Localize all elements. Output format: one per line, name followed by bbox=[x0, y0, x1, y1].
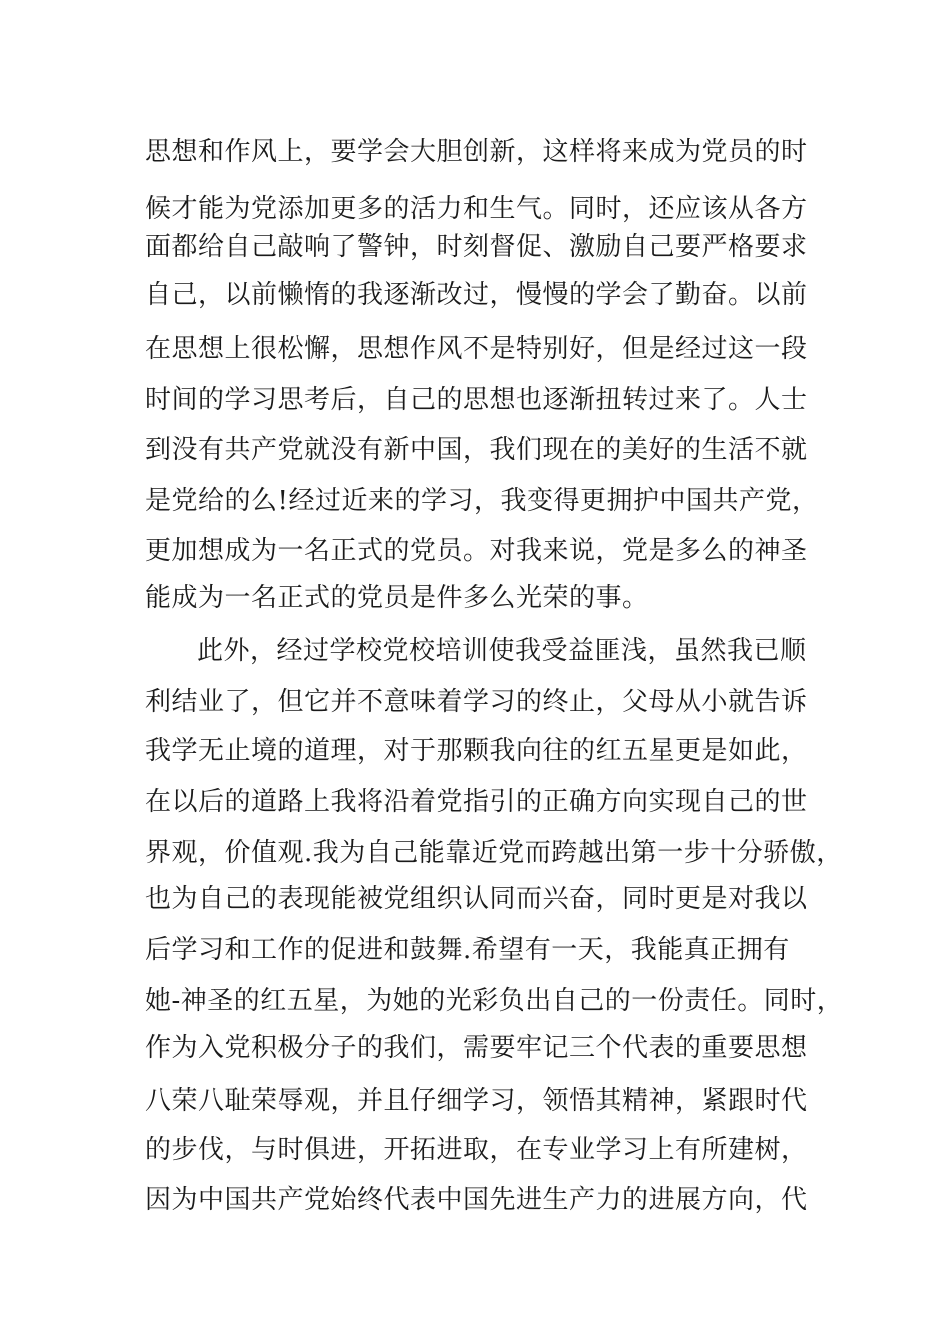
text-line-16: 也为自己的表现能被党组织认同而兴奋，同时更是对我以 bbox=[145, 884, 808, 914]
text-line-9: 更加想成为一名正式的党员。对我来说，党是多么的神圣 bbox=[145, 536, 808, 566]
text-line-18: 她-神圣的红五星，为她的光彩负出自己的一份责任。同时， bbox=[145, 986, 844, 1016]
text-line-11: 此外，经过学校党校培训使我受益匪浅，虽然我已顺 bbox=[197, 636, 807, 666]
text-line-3: 面都给自己敲响了警钟，时刻督促、激励自己要严格要求 bbox=[145, 232, 808, 262]
text-line-21: 的步伐，与时俱进，开拓进取，在专业学习上有所建树， bbox=[145, 1135, 808, 1165]
text-line-13: 我学无止境的道理，对于那颗我向往的红五星更是如此， bbox=[145, 736, 808, 766]
text-line-20: 八荣八耻荣辱观，并且仔细学习，领悟其精神，紧跟时代 bbox=[145, 1086, 808, 1116]
text-line-17: 后学习和工作的促进和鼓舞.希望有一天，我能真正拥有 bbox=[145, 935, 790, 965]
text-line-15: 界观，价值观.我为自己能靠近党而跨越出第一步十分骄傲， bbox=[145, 838, 843, 868]
text-line-5: 在思想上很松懈，思想作风不是特别好，但是经过这一段 bbox=[145, 334, 808, 364]
text-line-7: 到没有共产党就没有新中国，我们现在的美好的生活不就 bbox=[145, 435, 808, 465]
text-line-8: 是党给的么!经过近来的学习，我变得更拥护中国共产党， bbox=[145, 486, 819, 516]
text-line-1: 思想和作风上，要学会大胆创新，这样将来成为党员的时 bbox=[145, 137, 808, 167]
text-line-22: 因为中国共产党始终代表中国先进生产力的进展方向，代 bbox=[145, 1185, 808, 1215]
text-line-2: 候才能为党添加更多的活力和生气。同时，还应该从各方 bbox=[145, 194, 808, 224]
text-line-19: 作为入党积极分子的我们，需要牢记三个代表的重要思想 bbox=[145, 1033, 808, 1063]
text-line-12: 利结业了，但它并不意味着学习的终止，父母从小就告诉 bbox=[145, 687, 808, 717]
text-line-4: 自己，以前懒惰的我逐渐改过，慢慢的学会了勤奋。以前 bbox=[145, 280, 808, 310]
text-line-14: 在以后的道路上我将沿着党指引的正确方向实现自己的世 bbox=[145, 787, 808, 817]
text-line-6: 时间的学习思考后，自己的思想也逐渐扭转过来了。人士 bbox=[145, 385, 808, 415]
text-line-10: 能成为一名正式的党员是件多么光荣的事。 bbox=[145, 583, 649, 613]
